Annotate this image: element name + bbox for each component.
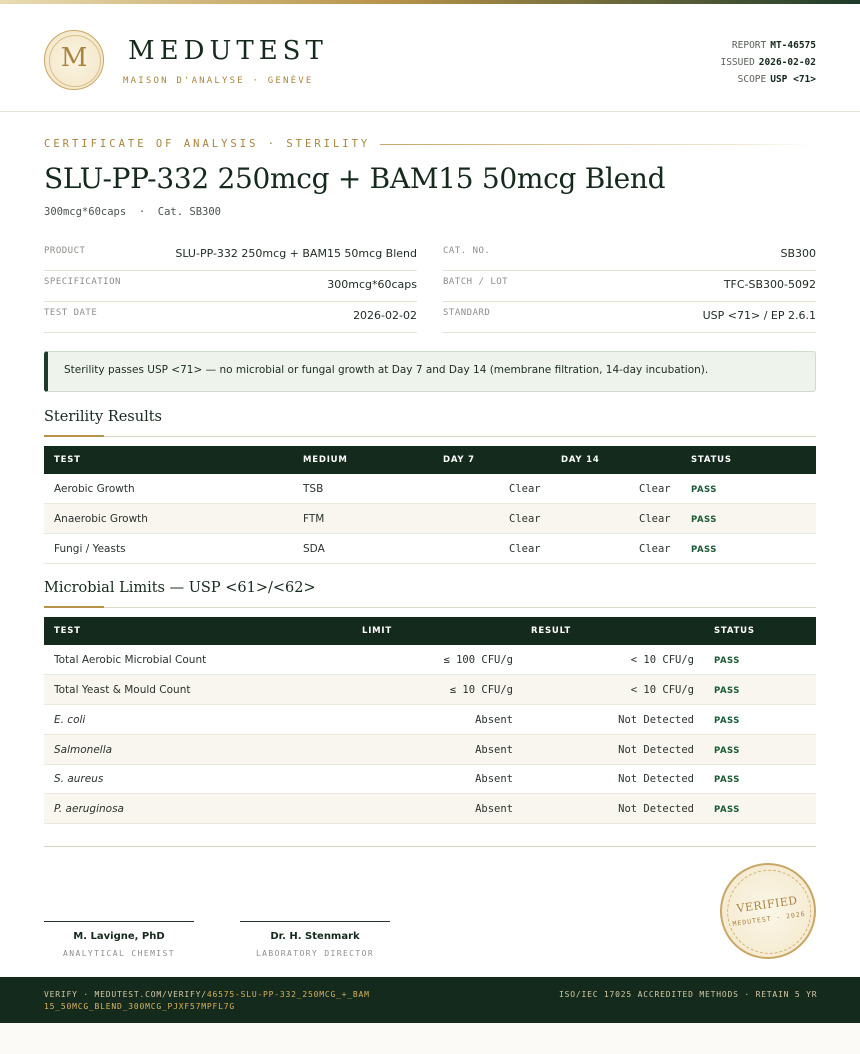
banner-text: Sterility passes USP <71> — no microbial or fungal growth at Day 7 and Day 14 (membrane filtration, 14-day incubation). xyxy=(64,364,709,376)
detail-label: PRODUCT xyxy=(44,246,86,256)
scope-value: USP <71> xyxy=(770,74,816,85)
col-header-test: TEST xyxy=(54,455,81,465)
table-row xyxy=(44,764,816,794)
cell-test: Total Aerobic Microbial Count xyxy=(54,654,207,666)
eyebrow-divider xyxy=(380,144,816,145)
status-badge: PASS xyxy=(714,686,740,696)
signature-analyst xyxy=(44,921,194,958)
status-badge: PASS xyxy=(691,485,717,495)
col-header-result: RESULT xyxy=(531,626,571,636)
cell-test: Salmonella xyxy=(54,744,113,756)
scope-row xyxy=(720,71,816,88)
page-title: SLU-PP-332 250mcg + BAM15 50mcg Blend xyxy=(44,162,666,195)
detail-label: STANDARD xyxy=(443,308,491,318)
detail-label: TEST DATE xyxy=(44,308,98,318)
issued-row xyxy=(720,54,816,71)
issued-date: 2026-02-02 xyxy=(758,57,816,68)
cell-result: < 10 CFU/g xyxy=(630,684,694,696)
detail-value: USP <71> / EP 2.6.1 xyxy=(702,309,816,322)
signatory-name: Dr. H. Stenmark xyxy=(270,931,360,942)
cell-day14: Clear xyxy=(639,513,671,525)
col-header-status: STATUS xyxy=(714,626,755,636)
cell-limit: Absent xyxy=(475,744,513,756)
detail-batch xyxy=(443,271,816,302)
section-title-sterility: Sterility Results xyxy=(44,409,162,425)
cell-medium: FTM xyxy=(303,513,325,525)
status-badge: PASS xyxy=(691,545,717,555)
table-row xyxy=(44,705,816,735)
verify-link[interactable] xyxy=(44,989,374,1013)
detail-value: SLU-PP-332 250mcg + BAM15 50mcg Blend xyxy=(175,247,417,260)
seal-text: VERIFIED xyxy=(735,893,799,916)
cell-limit: Absent xyxy=(475,773,513,785)
detail-value: SB300 xyxy=(780,247,816,260)
cell-day7: Clear xyxy=(509,513,541,525)
detail-value: 300mcg*60caps xyxy=(327,278,417,291)
cell-test: S. aureus xyxy=(54,773,104,785)
status-badge: PASS xyxy=(691,515,717,525)
detail-value: TFC-SB300-5092 xyxy=(723,278,816,291)
col-header-status: STATUS xyxy=(691,455,732,465)
cell-day14: Clear xyxy=(639,543,671,555)
logo-letter: M xyxy=(60,43,88,73)
lab-name: MEDUTEST xyxy=(128,36,328,66)
table-row xyxy=(44,534,816,564)
cell-result: Not Detected xyxy=(618,803,694,815)
status-badge: PASS xyxy=(714,805,740,815)
cell-day7: Clear xyxy=(509,483,541,495)
issued-label: ISSUED xyxy=(720,57,755,68)
bottom-margin xyxy=(0,1023,860,1054)
detail-value: 2026-02-02 xyxy=(353,309,417,322)
section-accent xyxy=(44,435,104,437)
signature-director xyxy=(240,921,390,958)
cell-medium: SDA xyxy=(303,543,325,555)
cell-test: Total Yeast & Mould Count xyxy=(54,684,191,696)
sterility-table-header xyxy=(44,446,816,474)
detail-specification xyxy=(44,271,417,302)
col-header-test: TEST xyxy=(54,626,81,636)
cell-limit: ≤ 10 CFU/g xyxy=(449,684,513,696)
signatory-role: ANALYTICAL CHEMIST xyxy=(63,949,175,958)
section-title-microbial: Microbial Limits — USP <61>/<62> xyxy=(44,580,316,596)
col-header-medium: MEDIUM xyxy=(303,455,348,465)
cell-test: E. coli xyxy=(54,714,86,726)
lab-tagline: MAISON D'ANALYSE · GENÈVE xyxy=(123,76,314,86)
table-row xyxy=(44,645,816,675)
status-badge: PASS xyxy=(714,775,740,785)
status-badge: PASS xyxy=(714,746,740,756)
cell-day7: Clear xyxy=(509,543,541,555)
status-badge: PASS xyxy=(714,716,740,726)
verify-prefix: VERIFY · MEDUTEST.COM/VERIFY/ xyxy=(44,990,207,999)
table-row xyxy=(44,504,816,534)
table-row xyxy=(44,474,816,504)
col-header-day7: DAY 7 xyxy=(443,455,475,465)
logo-monogram-icon xyxy=(44,30,104,90)
detail-label: BATCH / LOT xyxy=(443,277,509,287)
content-end-divider xyxy=(44,846,816,847)
page-subtitle: 300mcg*60caps · Cat. SB300 xyxy=(44,206,222,218)
cell-test: Fungi / Yeasts xyxy=(54,543,126,555)
section-rule xyxy=(44,436,816,437)
col-header-day14: DAY 14 xyxy=(561,455,600,465)
header xyxy=(0,4,860,112)
cell-day14: Clear xyxy=(639,483,671,495)
scope-label: SCOPE xyxy=(737,74,767,85)
cell-result: Not Detected xyxy=(618,714,694,726)
document-eyebrow: CERTIFICATE OF ANALYSIS · STERILITY xyxy=(44,138,371,150)
detail-label: CAT. NO. xyxy=(443,246,491,256)
cell-result: < 10 CFU/g xyxy=(630,654,694,666)
cell-limit: Absent xyxy=(475,803,513,815)
report-meta xyxy=(720,37,816,88)
result-banner xyxy=(44,351,816,392)
verified-seal-icon xyxy=(714,857,822,965)
report-number-row xyxy=(720,37,816,54)
cell-result: Not Detected xyxy=(618,744,694,756)
col-header-limit: LIMIT xyxy=(362,626,392,636)
detail-cat-no xyxy=(443,240,816,271)
verify-url[interactable]: 46575-SLU-PP-332_250MCG_+_BAM15_50MCG_BLEND_300MCG_PJXF57MPFL7G xyxy=(44,990,370,1011)
table-row xyxy=(44,735,816,765)
section-accent xyxy=(44,606,104,608)
table-row xyxy=(44,794,816,824)
seal-subtext: MEDUTEST · 2026 xyxy=(732,909,807,929)
detail-test-date xyxy=(44,302,417,333)
cell-test: P. aeruginosa xyxy=(54,803,124,815)
detail-product xyxy=(44,240,417,271)
cell-limit: ≤ 100 CFU/g xyxy=(443,654,513,666)
cell-limit: Absent xyxy=(475,714,513,726)
cell-test: Aerobic Growth xyxy=(54,483,135,495)
detail-label: SPECIFICATION xyxy=(44,277,121,287)
report-label: REPORT xyxy=(731,40,767,51)
cell-medium: TSB xyxy=(303,483,324,495)
accreditation-note: ISO/IEC 17025 ACCREDITED METHODS · RETAIN 5 YR xyxy=(559,990,818,999)
report-number: MT-46575 xyxy=(770,40,816,51)
microbial-table-header xyxy=(44,617,816,645)
status-badge: PASS xyxy=(714,656,740,666)
cell-test: Anaerobic Growth xyxy=(54,513,148,525)
footer-bar xyxy=(0,977,860,1023)
signatory-name: M. Lavigne, PhD xyxy=(73,931,165,942)
cell-result: Not Detected xyxy=(618,773,694,785)
signatory-role: LABORATORY DIRECTOR xyxy=(255,949,375,958)
detail-standard xyxy=(443,302,816,333)
section-rule xyxy=(44,607,816,608)
table-row xyxy=(44,675,816,705)
